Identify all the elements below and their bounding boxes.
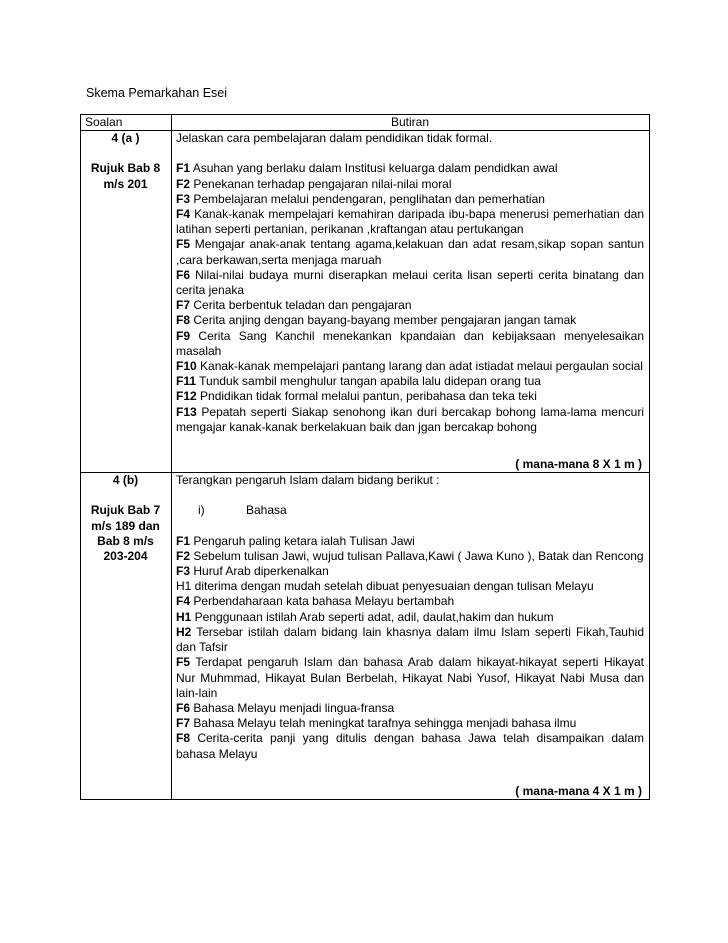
point-text: Terdapat pengaruh Islam dan bahasa Arab dalam hikayat-hikayat seperti Hikayat Nur Muhmmad, Hikayat Bulan Berbelah, Hikayat Nabi Yusof, Hikayat Nabi Musa dan lain-lain <box>176 655 644 700</box>
point-code: F5 <box>176 237 191 252</box>
point-text: Penekanan terhadap pengajaran nilai-nilai moral <box>190 176 452 191</box>
answer-point <box>176 268 644 298</box>
marking-scheme-table <box>80 114 650 800</box>
point-code: F10 <box>176 359 197 374</box>
answer-point <box>176 359 644 374</box>
point-code: F8 <box>176 313 191 328</box>
answer-points-list <box>176 161 644 435</box>
header-soalan: Soalan <box>81 115 172 131</box>
point-code: F9 <box>176 328 191 343</box>
answer-point <box>176 329 644 359</box>
point-text: Asuhan yang berlaku dalam Institusi keluarga dalam pendidkan awal <box>190 161 558 176</box>
point-text: Pepatah seperti Siakap senohong ikan duri bercakap bohong lama-lama mencuri mengajar kanak-kanak berkelakuan baik dan jgan bercakap bohong <box>176 404 644 434</box>
question-text: Terangkan pengaruh Islam dalam bidang berikut : <box>176 473 440 488</box>
point-text: Kanak-kanak mempelajari pantang larang dan adat istiadat melaui pergaulan social <box>196 359 643 374</box>
question-row-4a <box>81 131 650 473</box>
answer-point <box>176 625 644 655</box>
answer-point <box>176 610 644 625</box>
point-text: Tersebar istilah dalam bidang lain khasnya dalam ilmu Islam seperti Fikah,Tauhid dan Tafsir <box>176 624 644 655</box>
point-code: F5 <box>176 655 191 670</box>
answer-point <box>176 655 644 701</box>
table-header-row <box>81 115 650 131</box>
point-code: F2 <box>176 176 191 191</box>
point-text: Pembelajaran melalui pendengaran, penglihatan dan pemerhatian <box>190 191 545 206</box>
answer-point <box>176 192 644 207</box>
point-text: Cerita anjing dengan bayang-bayang member pengajaran jangan tamak <box>190 313 577 328</box>
point-code: F3 <box>176 191 191 206</box>
point-code: F2 <box>176 548 191 563</box>
point-text: Nilai-nilai budaya murni diserapkan melaui cerita lisan seperti cerita binatang dan cerita jenaka <box>176 267 644 298</box>
answer-point <box>176 313 644 328</box>
answer-point <box>176 594 644 609</box>
question-number: 4 (a ) <box>111 131 140 146</box>
point-text: Cerita Sang Kanchil menekankan kpandaian dan kebijaksaan menyelesaikan masalah <box>176 328 644 358</box>
point-text: Kanak-kanak mempelajari kemahiran daripada ibu-bapa menerusi pemerhatian dan latihan seperti pertanian, perikanan ,kraftangan atau pertukangan <box>176 207 644 237</box>
point-text: Bahasa Melayu menjadi lingua-fransa <box>190 700 395 715</box>
answer-point <box>176 389 644 404</box>
point-text: Huruf Arab diperkenalkan <box>190 564 329 579</box>
answer-points-list <box>176 534 644 762</box>
point-code: F12 <box>176 389 197 404</box>
answer-point <box>176 177 644 192</box>
header-butiran: Butiran <box>172 115 650 131</box>
answer-point <box>176 716 644 731</box>
answer-point <box>176 549 644 564</box>
point-code: F13 <box>176 404 197 419</box>
point-text: Cerita berbentuk teladan dan pengajaran <box>190 298 412 313</box>
question-reference: Rujuk Bab 8 m/s 201 <box>90 161 161 191</box>
answer-point <box>176 161 644 176</box>
sub-question-text: Bahasa <box>246 503 287 518</box>
answer-point <box>176 564 644 579</box>
point-code: F1 <box>176 533 191 548</box>
answer-point <box>176 374 644 389</box>
point-code: F4 <box>176 207 191 222</box>
marks-allocation: ( mana-mana 8 X 1 m ) <box>515 457 642 472</box>
answer-cell-4a <box>172 131 650 473</box>
point-text: Cerita-cerita panji yang ditulis dengan bahasa Jawa telah disampaikan dalam bahasa Melayu <box>176 731 644 761</box>
point-text: Bahasa Melayu telah meningkat tarafnya sehingga menjadi bahasa ilmu <box>190 716 577 731</box>
point-code: F4 <box>176 594 191 609</box>
question-cell-4a <box>81 131 172 473</box>
document-title: Skema Pemarkahan Esei <box>86 86 228 100</box>
answer-point <box>176 207 644 237</box>
answer-point <box>176 731 644 761</box>
point-text: Mengajar anak-anak tentang agama,kelakuan dan adat resam,sikap sopan santun ,cara berkawan,serta menjaga maruah <box>176 237 644 267</box>
point-text: Pengaruh paling ketara ialah Tulisan Jawi <box>190 533 415 548</box>
point-code: F1 <box>176 161 191 176</box>
point-text: Perbendaharaan kata bahasa Melayu bertambah <box>190 594 455 609</box>
sub-question <box>176 503 644 518</box>
point-code: F7 <box>176 298 191 313</box>
question-number: 4 (b) <box>112 473 139 488</box>
point-text: Pndidikan tidak formal melalui pantun, peribahasa dan teka teki <box>196 389 537 404</box>
point-code: F6 <box>176 700 191 715</box>
point-code: F3 <box>176 564 191 579</box>
point-code: H1 <box>176 609 192 624</box>
marks-allocation: ( mana-mana 4 X 1 m ) <box>515 783 642 798</box>
point-code: H2 <box>176 624 192 639</box>
point-text: Tunduk sambil menghulur tangan apabila lalu didepan orang tua <box>196 374 541 389</box>
question-row-4b <box>81 473 650 800</box>
question-text: Jelaskan cara pembelajaran dalam pendidikan tidak formal. <box>176 131 493 146</box>
answer-point <box>176 534 644 549</box>
point-text: Penggunaan istilah Arab seperti adat, adil, daulat,hakim dan hukum <box>191 609 554 624</box>
answer-point <box>176 298 644 313</box>
point-code: F6 <box>176 267 191 282</box>
answer-cell-4b <box>172 473 650 800</box>
sub-question-label: i) <box>198 503 205 518</box>
point-text: Sebelum tulisan Jawi, wujud tulisan Pallava,Kawi ( Jawa Kuno ), Batak dan Rencong <box>190 548 644 563</box>
point-code: F8 <box>176 731 191 746</box>
answer-point <box>176 701 644 716</box>
point-code: F11 <box>176 374 197 389</box>
answer-point <box>176 405 644 435</box>
answer-point <box>176 237 644 267</box>
answer-point <box>176 579 644 594</box>
point-text: H1 diterima dengan mudah setelah dibuat penyesuaian dengan tulisan Melayu <box>176 579 594 594</box>
question-reference: Rujuk Bab 7 m/s 189 dan Bab 8 m/s 203-204 <box>90 503 161 564</box>
point-code: F7 <box>176 716 191 731</box>
question-cell-4b <box>81 473 172 800</box>
